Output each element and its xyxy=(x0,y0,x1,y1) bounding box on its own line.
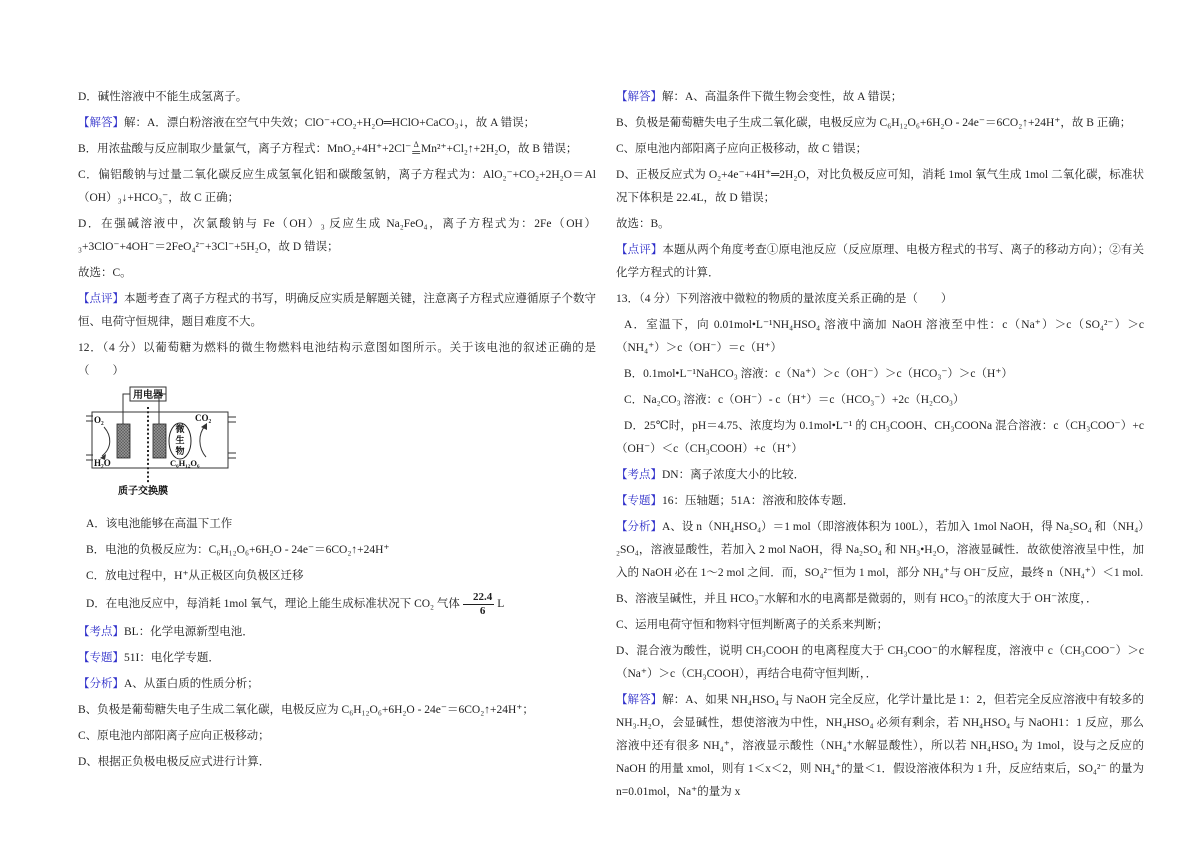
o2-to-h2o-arc xyxy=(102,427,110,456)
fraction-numerator: 22.4 xyxy=(463,591,494,605)
q11-solution-b xyxy=(78,138,596,161)
co2-label: CO₂ xyxy=(195,413,212,423)
q13-kaodian-text: DN：离子浓度大小的比较． xyxy=(662,469,806,481)
q12-dianping xyxy=(616,239,1144,285)
q12-option-a: A．该电池能够在高温下工作 xyxy=(86,518,233,530)
kaodian-tag: 【考点】 xyxy=(78,626,124,638)
fraction-denominator: 6 xyxy=(479,605,486,617)
membrane-label: 质子交换膜 xyxy=(118,486,168,497)
q11-choice: 故选：C。 xyxy=(78,267,132,279)
wire-left xyxy=(123,394,130,424)
glucose-to-co2-arc xyxy=(200,426,206,457)
h2o-label: H₂O xyxy=(94,458,111,468)
jieda-tag-2: 【解答】 xyxy=(616,91,662,103)
q12-option-c: C．放电过程中，H⁺从正极区向负极区迁移 xyxy=(86,570,304,582)
q12-jieda-a xyxy=(616,86,1144,109)
arrow-up-icon xyxy=(201,423,207,430)
q13-fenxi-b: B、溶液呈碱性，并且 HCO₃⁻水解和水的电离都是微弱的，则有 HCO₃⁻的浓度大于 OH⁻浓度，． xyxy=(616,593,1098,605)
microbe-char-1: 微 xyxy=(175,424,185,434)
q11-option-d: D．碱性溶液中不能生成氢离子。 xyxy=(78,91,248,103)
q13-option-a: A．室温下，向 0.01mol•L⁻¹NH₄HSO₄ 溶液中滴加 NaOH 溶液至中性：c（Na⁺）＞c（SO₄²⁻）＞c（NH₄⁺）＞c（OH⁻）＝c（H⁺） xyxy=(616,319,1144,354)
q13-stem: 13．（4 分）下列溶液中微粒的物质的量浓度关系正确的是（ ） xyxy=(616,293,953,305)
device-label: 用电器 xyxy=(133,390,163,401)
fuel-cell-diagram xyxy=(86,386,596,507)
dianping-tag-2: 【点评】 xyxy=(616,244,663,256)
electrode-right xyxy=(153,424,166,458)
q11-jieda xyxy=(78,112,596,135)
q11-dianping xyxy=(78,288,596,334)
fenxi-tag-2: 【分析】 xyxy=(616,521,663,533)
q13-zhuanti xyxy=(616,490,1144,513)
q13-option-c: C．Na₂CO₃ 溶液：c（OH⁻）- c（H⁺）＝c（HCO₃⁻）+2c（H₂CO₃） xyxy=(624,394,965,406)
q12-jieda-b: B、负极是葡萄糖失电子生成二氧化碳，电极反应为 C₆H₁₂O₆+6H₂O - 24e⁻＝6CO₂↑+24H⁺，故 B 正确； xyxy=(616,117,1132,129)
q12-jieda-a-text: 解：A、高温条件下微生物会变性，故 A 错误； xyxy=(662,91,903,103)
q12-kaodian xyxy=(78,621,596,644)
q12-fenxi-c: C、原电池内部阳离子应向正极移动； xyxy=(78,730,270,742)
right-column xyxy=(616,86,1144,807)
microbe-char-3: 物 xyxy=(175,446,185,456)
q13-kaodian xyxy=(616,464,1144,487)
zhuanti-tag-2: 【专题】 xyxy=(616,495,662,507)
q12-jieda-d: D、正极反应式为 O₂+4e⁻+4H⁺═2H₂O，对比负极反应可知，消耗 1mol 氧气生成 1mol 二氧化碳，标准状况下体积是 22.4L，故 D 错误； xyxy=(616,169,1144,204)
q13-jieda-text: 解：A、如果 NH₄HSO₄ 与 NaOH 完全反应，化学计量比是 1：2，但若完全反应溶液中有较多的 NH₃.H₂O，会显碱性，想使溶液为中性，NH₄HSO₄ 必须有剩余，若 NH₄HSO₄ 与 NaOH1：1 反应，那么溶液中还有很多 NH₄⁺，溶液显示酸性（NH₄⁺水解显酸性），所以若 NH₄HSO₄ 为 1mol，设与之反应的 NaOH 的用量 xmol，则有 1＜x＜2，则 NH₄⁺的量＜1．假设溶液体积为 1 升，反应结束后，SO₄²⁻ 的量为 n=0.01mol，Na⁺的量为 x xyxy=(616,694,1144,798)
q12-zhuanti xyxy=(78,647,596,670)
volume-fraction xyxy=(463,591,494,618)
q12-stem: 12．（4 分）以葡萄糖为燃料的微生物燃料电池结构示意图如图所示。关于该电池的叙述正确的是（ ） xyxy=(78,342,596,377)
q13-jieda xyxy=(616,689,1144,804)
q12-choice: 故选：B。 xyxy=(616,218,670,230)
q11-dianping-text: 本题考查了离子方程式的书写，明确反应实质是解题关键，注意离子方程式应遵循原子个数守恒、电荷守恒规律，题目难度不大。 xyxy=(78,293,596,328)
delta-over-arrow xyxy=(412,141,420,158)
q13-fenxi-c: C、运用电荷守恒和物料守恒判断离子的关系来判断； xyxy=(616,619,889,631)
q11-sol-b-pre: B．用浓盐酸与反应制取少量氯气，离子方程式：MnO₂+4H⁺+2Cl⁻ xyxy=(78,143,412,155)
q12-option-b: B．电池的负极反应为：C₆H₁₂O₆+6H₂O - 24e⁻＝6CO₂↑+24H⁺ xyxy=(86,544,390,556)
reaction-arrow: ═ xyxy=(412,147,421,159)
microbe-char-2: 生 xyxy=(175,435,185,445)
q11-solution-d: D．在强碱溶液中，次氯酸钠与 Fe（OH）₃ 反应生成 Na₂FeO₄，离子方程式为：2Fe（OH）₃+3ClO⁻+4OH⁻＝2FeO₄²⁻+3Cl⁻+5H₂O，故 D 错误； xyxy=(78,218,596,253)
q11-jieda-text: 解：A．漂白粉溶液在空气中失效；ClO⁻+CO₂+H₂O═HClO+CaCO₃↓，故 A 错误； xyxy=(124,117,536,129)
fuel-cell-svg xyxy=(86,386,238,498)
q13-option-d: D．25℃时，pH＝4.75、浓度均为 0.1mol•L⁻¹ 的 CH₃COOH、CH₃COONa 混合溶液：c（CH₃COO⁻）+c（OH⁻）＜c（CH₃COOH）+c（H⁺） xyxy=(616,420,1144,455)
q12-zhuanti-text: 51I：电化学专题． xyxy=(124,652,220,664)
q11-sol-b-post: Mn²⁺+Cl₂↑+2H₂O，故 B 错误； xyxy=(421,143,578,155)
q13-fenxi-a xyxy=(616,516,1144,585)
jieda-tag: 【解答】 xyxy=(78,117,124,129)
q12-fenxi-a xyxy=(78,673,596,696)
q13-zhuanti-text: 16：压轴题；51A：溶液和胶体专题． xyxy=(662,495,855,507)
q12-option-d-post: L xyxy=(497,598,505,611)
electrode-left xyxy=(117,424,130,458)
q12-kaodian-text: BL：化学电源新型电池． xyxy=(124,626,254,638)
dianping-tag: 【点评】 xyxy=(78,293,125,305)
fenxi-tag: 【分析】 xyxy=(78,678,124,690)
q13-option-b: B．0.1mol•L⁻¹NaHCO₃ 溶液：c（Na⁺）＞c（OH⁻）＞c（HCO₃⁻）＞c（H⁺） xyxy=(624,368,1013,380)
q12-option-d-pre: D．在电池反应中，每消耗 1mol 氧气，理论上能生成标准状况下 CO₂ 气体 xyxy=(86,598,460,611)
q12-fenxi-a-text: A、从蛋白质的性质分析； xyxy=(124,678,259,690)
zhuanti-tag: 【专题】 xyxy=(78,652,124,664)
q12-option-d xyxy=(78,591,596,618)
o2-label: O₂ xyxy=(94,415,104,425)
q12-fenxi-d: D、根据正负极电极反应式进行计算． xyxy=(78,756,271,768)
q11-solution-c: C．偏铝酸钠与过量二氧化碳反应生成氢氧化铝和碳酸氢钠，离子方程式为：AlO₂⁻+CO₂+2H₂O＝Al（OH）₃↓+HCO₃⁻，故 C 正确； xyxy=(78,169,596,204)
microbe-label xyxy=(175,423,184,456)
q13-fenxi-a-text: A、设 n（NH₄HSO₄）＝1 mol（即溶液体积为 100L），若加入 1mol NaOH，得 Na₂SO₄ 和（NH₄）₂SO₄，溶液显酸性，若加入 2 mol NaOH，得 Na₂SO₄ 和 NH₃•H₂O，溶液显碱性．故欲使溶液呈中性，加入的 NaOH 必在 1～2 mol 之间．而，SO₄²⁻恒为 1 mol，部分 NH₄⁺与 OH⁻反应，最终 n（NH₄⁺）＜1 mol. xyxy=(616,521,1145,579)
q12-dianping-text: 本题从两个角度考查①原电池反应（反应原理、电极方程式的书写、离子的移动方向）；②有关化学方程式的计算． xyxy=(616,244,1144,279)
q13-fenxi-d: D、混合液为酸性，说明 CH₃COOH 的电离程度大于 CH₃COO⁻的水解程度，溶液中 c（CH₃COO⁻）＞c（Na⁺）＞c（CH₃COOH），再结合电荷守恒判断，． xyxy=(616,645,1144,680)
kaodian-tag-2: 【考点】 xyxy=(616,469,662,481)
glucose-label: C₆H₁₂O₆ xyxy=(170,458,200,468)
q12-jieda-c: C、原电池内部阳离子应向正极移动，故 C 错误； xyxy=(616,143,868,155)
q12-fenxi-b: B、负极是葡萄糖失电子生成二氧化碳，电极反应为 C₆H₁₂O₆+6H₂O - 24e⁻＝6CO₂↑+24H⁺； xyxy=(78,704,534,716)
delta-symbol: Δ xyxy=(413,140,419,149)
jieda-tag-3: 【解答】 xyxy=(616,694,663,706)
left-column xyxy=(78,86,596,777)
